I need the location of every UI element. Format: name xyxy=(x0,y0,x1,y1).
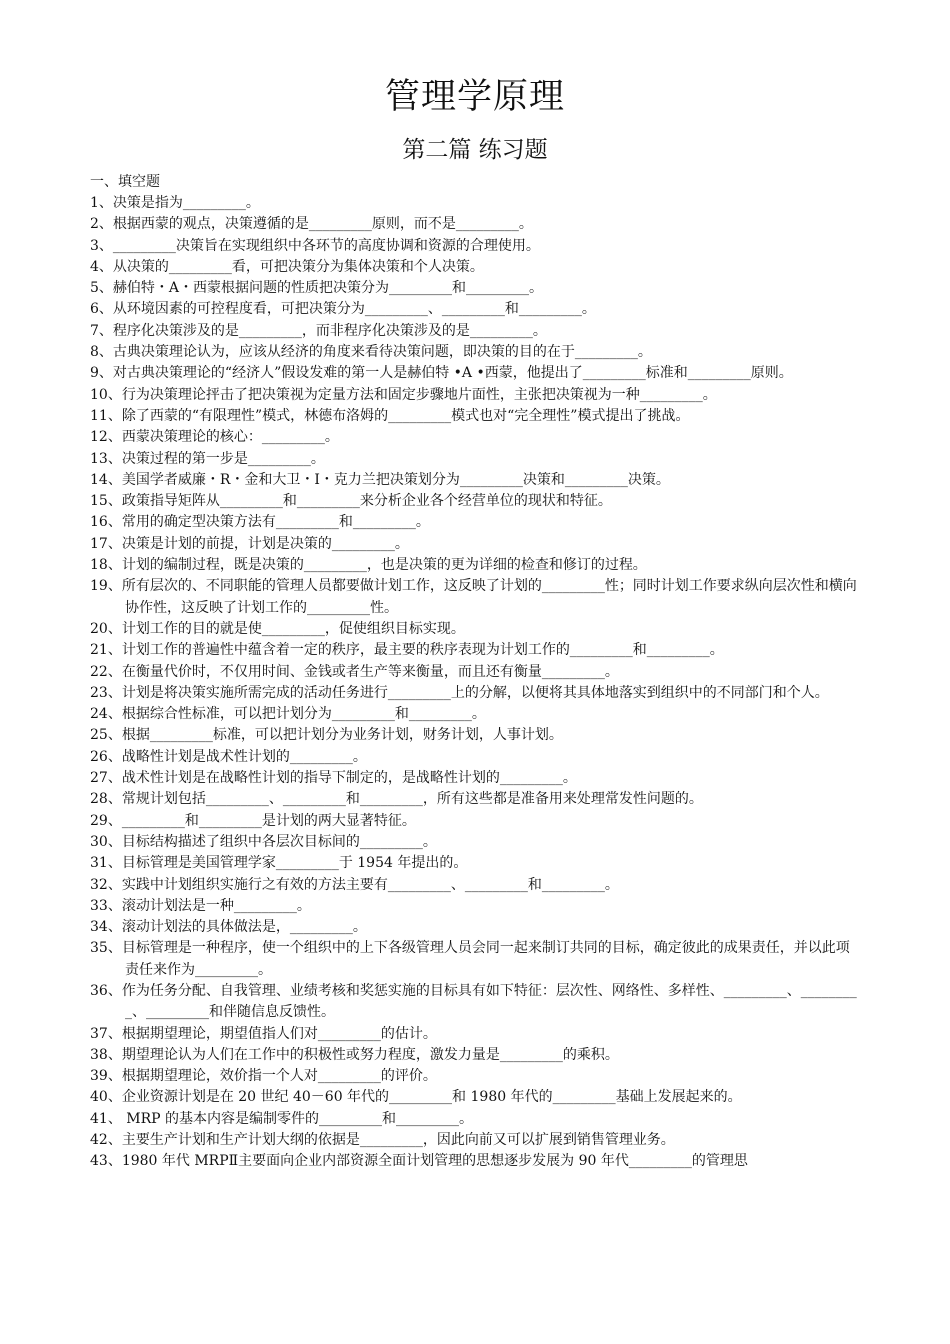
question-item: 30、目标结构描述了组织中各层次目标间的_________。 xyxy=(90,833,437,850)
question-item: 7、程序化决策涉及的是_________，而非程序化决策涉及的是_________。 xyxy=(90,322,547,339)
question-item: 18、计划的编制过程，既是决策的_________，也是决策的更为详细的检查和修订的过程。 xyxy=(90,557,647,574)
question-item: 28、常规计划包括_________、_________和_________，所有这些都是准备用来处理常发性问题的。 xyxy=(90,791,703,808)
question-item: 8、古典决策理论认为，应该从经济的角度来看待决策问题，即决策的目的在于_________。 xyxy=(90,344,652,361)
question-item: 26、战略性计划是战术性计划的_________。 xyxy=(90,748,367,765)
question-item: 37、根据期望理论，期望值指人们对_________的估计。 xyxy=(90,1025,437,1042)
question-item: 1、决策是指为_________。 xyxy=(90,195,260,211)
question-item: 38、期望理论认为人们在工作中的积极性或努力程度，激发力量是_________的乘积。 xyxy=(90,1046,619,1063)
question-item: 21、计划工作的普遍性中蕴含着一定的秩序，最主要的秩序表现为计划工作的_________和_________。 xyxy=(90,642,724,659)
question-item: 33、滚动计划法是一种_________。 xyxy=(90,897,311,914)
question-item: 31、目标管理是美国管理学家_________于 1954 年提出的。 xyxy=(90,855,468,872)
question-item: 16、常用的确定型决策方法有_________和_________。 xyxy=(90,514,430,531)
question-item: 19、所有层次的、不同职能的管理人员都要做计划工作，这反映了计划的_________性；同时计划工作要求纵向层次性和横向协作性，这反映了计划工作的_________性。 xyxy=(90,578,857,616)
question-item: 12、西蒙决策理论的核心：_________。 xyxy=(90,429,339,446)
question-item: 17、决策是计划的前提，计划是决策的_________。 xyxy=(90,535,409,552)
question-item: 39、根据期望理论，效价指一个人对_________的评价。 xyxy=(90,1068,437,1085)
question-item: 13、决策过程的第一步是_________。 xyxy=(90,450,325,467)
question-list xyxy=(90,193,862,1173)
question-item: 24、根据综合性标准，可以把计划分为_________和_________。 xyxy=(90,706,486,723)
question-item: 35、目标管理是一种程序，使一个组织中的上下各级管理人员会同一起来制订共同的目标，确定彼此的成果责任，并以此项责任来作为_________。 xyxy=(90,940,850,978)
question-item: 41、 MRP 的基本内容是编制零件的_________和_________。 xyxy=(90,1110,474,1127)
question-item: 9、对古典决策理论的“经济人”假设发难的第一人是赫伯特 •A •西蒙，他提出了_________标准和_________原则。 xyxy=(90,365,793,382)
question-item: 20、计划工作的目的就是使_________，促使组织目标实现。 xyxy=(90,620,465,637)
question-item: 42、主要生产计划和生产计划大纲的依据是_________，因此向前又可以扩展到销售管理业务。 xyxy=(90,1132,675,1149)
document-title: 管理学原理 xyxy=(384,77,565,117)
question-item: 2、根据西蒙的观点，决策遵循的是_________原则，而不是_________。 xyxy=(90,216,533,233)
question-item: 6、从环境因素的可控程度看，可把决策分为_________、_________和_________。 xyxy=(90,301,596,318)
question-item: 3、_________决策旨在实现组织中各环节的高度协调和资源的合理使用。 xyxy=(90,237,540,254)
question-item: 27、战术性计划是在战略性计划的指导下制定的，是战略性计划的_________。 xyxy=(90,770,577,787)
question-item: 43、1980 年代 MRPⅡ主要面向企业内部资源全面计划管理的思想逐步发展为 90 年代_________的管理思 xyxy=(90,1153,748,1170)
question-item: 29、_________和_________是计划的两大显著特征。 xyxy=(90,812,416,829)
question-item: 11、除了西蒙的“有限理性”模式，林德布洛姆的_________模式也对“完全理性”模式提出了挑战。 xyxy=(90,407,690,424)
question-item: 34、滚动计划法的具体做法是，_________。 xyxy=(90,919,367,936)
question-item: 5、赫伯特・A・西蒙根据问题的性质把决策分为_________和_________。 xyxy=(90,280,544,297)
question-item: 40、企业资源计划是在 20 世纪 40－60 年代的_________和 1980 年代的_________基础上发展起来的。 xyxy=(90,1089,742,1106)
question-item: 25、根据_________标准，可以把计划分为业务计划，财务计划，人事计划。 xyxy=(90,727,563,744)
question-item: 32、实践中计划组织实施行之有效的方法主要有_________、_________和_________。 xyxy=(90,876,619,893)
question-item: 10、行为决策理论抨击了把决策视为定量方法和固定步骤地片面性，主张把决策视为一种_________。 xyxy=(90,386,717,403)
question-item: 4、从决策的_________看，可把决策分为集体决策和个人决策。 xyxy=(90,258,484,275)
question-item: 22、在衡量代价时，不仅用时间、金钱或者生产等来衡量，而且还有衡量_________。 xyxy=(90,663,619,680)
question-item: 23、计划是将决策实施所需完成的活动任务进行_________上的分解，以便将其具体地落实到组织中的不同部门和个人。 xyxy=(90,684,829,701)
question-item: 36、作为任务分配、自我管理、业绩考核和奖惩实施的目标具有如下特征：层次性、网络性、多样性、_________、_________、_________和伴随信息反馈性。 xyxy=(90,982,857,1021)
section-heading: 一、填空题 xyxy=(90,174,160,190)
document-subtitle: 第二篇 练习题 xyxy=(402,137,548,163)
question-item: 15、政策指导矩阵从_________和_________来分析企业各个经营单位的现状和特征。 xyxy=(90,493,612,510)
question-item: 14、美国学者威廉・R・金和大卫・I・克力兰把决策划分为_________决策和_________决策。 xyxy=(90,471,670,488)
